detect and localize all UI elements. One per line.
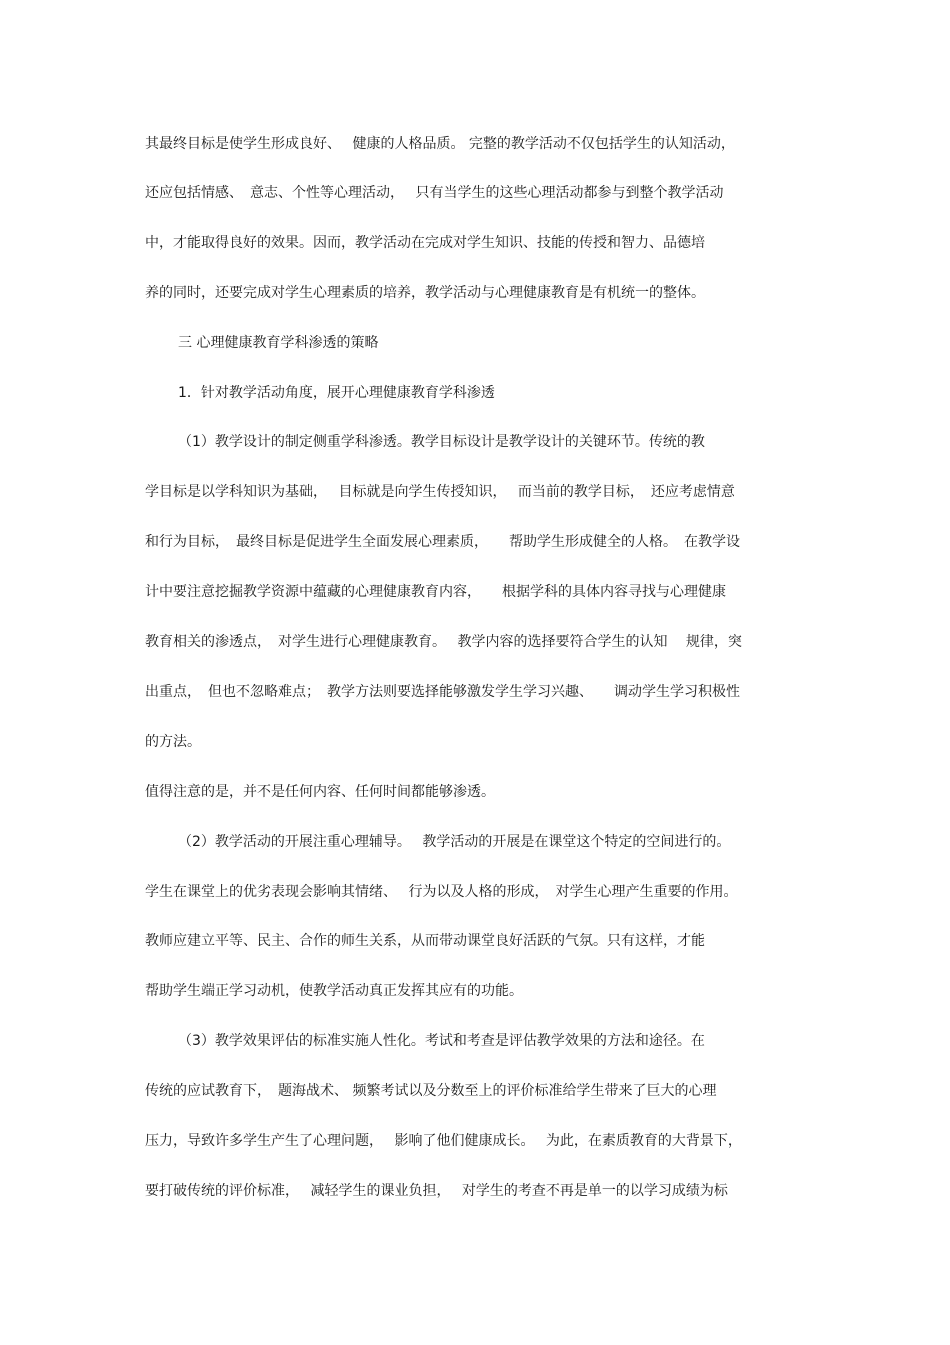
paragraph-line: 要打破传统的评价标准， 减轻学生的课业负担， 对学生的考查不再是单一的以学习成绩为标 [145, 1183, 728, 1199]
paragraph-line: 出重点， 但也不忽略难点； 教学方法则要选择能够激发学生学习兴趣、 调动学生学习积极性 [145, 684, 740, 700]
paragraph-line: 其最终目标是使学生形成良好、 健康的人格品质。 完整的教学活动不仅包括学生的认知活动， [145, 136, 735, 152]
subsection-heading: 1．针对教学活动角度，展开心理健康教育学科渗透 [178, 385, 495, 401]
paragraph-line: 压力，导致许多学生产生了心理问题， 影响了他们健康成长。 为此，在素质教育的大背景下， [145, 1133, 742, 1149]
paragraph-line: 值得注意的是，并不是任何内容、任何时间都能够渗透。 [145, 784, 495, 800]
paragraph-line: （1）教学设计的制定侧重学科渗透。教学目标设计是教学设计的关键环节。传统的教 [178, 434, 705, 450]
paragraph-line: 养的同时，还要完成对学生心理素质的培养，教学活动与心理健康教育是有机统一的整体。 [145, 285, 705, 301]
paragraph-line: 传统的应试教育下， 题海战术、 频繁考试以及分数至上的评价标准给学生带来了巨大的心理 [145, 1083, 717, 1099]
paragraph-line: 和行为目标， 最终目标是促进学生全面发展心理素质， 帮助学生形成健全的人格。 在教学设 [145, 534, 740, 550]
section-heading: 三 心理健康教育学科渗透的策略 [178, 335, 379, 351]
paragraph-line: 还应包括情感、 意志、个性等心理活动， 只有当学生的这些心理活动都参与到整个教学活动 [145, 185, 724, 201]
paragraph-line: 学生在课堂上的优劣表现会影响其情绪、 行为以及人格的形成， 对学生心理产生重要的作用。 [145, 884, 738, 900]
paragraph-line: 的方法。 [145, 734, 201, 750]
paragraph-line: 教师应建立平等、民主、合作的师生关系，从而带动课堂良好活跃的气氛。只有这样，才能 [145, 933, 705, 949]
paragraph-line: 教育相关的渗透点， 对学生进行心理健康教育。 教学内容的选择要符合学生的认知 规律，突 [145, 634, 742, 650]
paragraph-line: （2）教学活动的开展注重心理辅导。 教学活动的开展是在课堂这个特定的空间进行的。 [178, 834, 731, 850]
paragraph-line: 计中要注意挖掘教学资源中蕴藏的心理健康教育内容， 根据学科的具体内容寻找与心理健康 [145, 584, 726, 600]
paragraph-line: 帮助学生端正学习动机，使教学活动真正发挥其应有的功能。 [145, 983, 523, 999]
paragraph-line: 中，才能取得良好的效果。因而，教学活动在完成对学生知识、技能的传授和智力、品德培 [145, 235, 705, 251]
paragraph-line: 学目标是以学科知识为基础， 目标就是向学生传授知识， 而当前的教学目标， 还应考虑情意 [145, 484, 735, 500]
paragraph-line: （3）教学效果评估的标准实施人性化。考试和考查是评估教学效果的方法和途径。在 [178, 1033, 705, 1049]
